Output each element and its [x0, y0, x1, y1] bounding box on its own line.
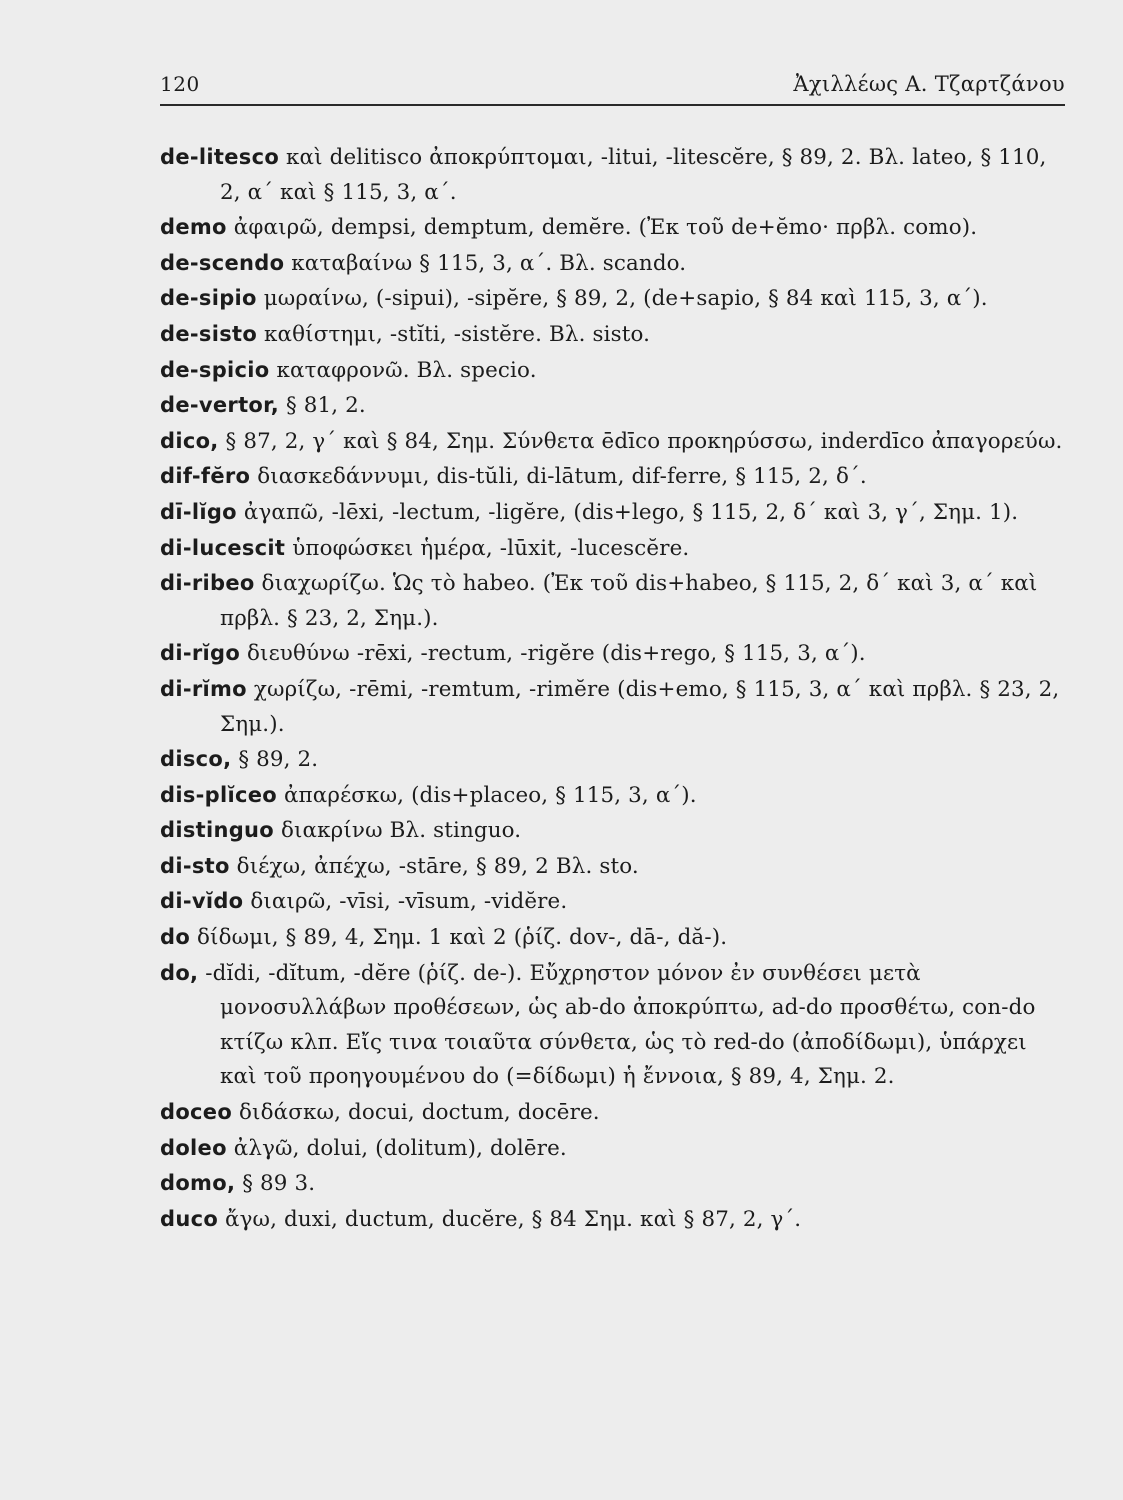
entry — [160, 281, 1065, 317]
entry — [160, 672, 1065, 742]
entry-definition: ἀλγῶ, dolui, (dolitum), dolēre. — [226, 1135, 567, 1161]
entry-lemma: dis-plĭceo — [160, 782, 277, 807]
entry-lemma: di-rĭgo — [160, 641, 241, 666]
entry-definition: § 81, 2. — [279, 393, 366, 419]
entry-definition: καθίστημι, -stĭti, -sistĕre. Βλ. sisto. — [257, 321, 651, 347]
entry-definition: -dĭdi, -dĭtum, -dĕre (ῥίζ. de-). Εὔχρηστον μόνον ἐν συνθέσει μετὰ μονοσυλλάβων προθέσεων, ὡς ab-do ἀποκρύπτω, ad-do προσθέτω, con-do κτίζω κλπ. Εἴς τινα τοιαῦτα σύνθετα, ὡς τὸ red-do (ἀποδίδωμι), ὑπάρχει καὶ τοῦ προηγουμένου do (=δίδωμι) ἡ ἔννοια, § 89, 4, Σημ. 2. — [198, 960, 1036, 1090]
entry — [160, 920, 1065, 956]
page-header — [160, 72, 1065, 106]
entry-lemma: do — [160, 925, 191, 950]
entry — [160, 210, 1065, 246]
entry — [160, 778, 1065, 814]
entry-lemma: di-rĭmo — [160, 676, 247, 701]
entry — [160, 317, 1065, 353]
entry-lemma: di-vĭdo — [160, 889, 244, 914]
entry-definition: διασκεδάννυμι, dis-tŭli, di-lātum, dif-ferre, § 115, 2, δ΄. — [250, 464, 867, 490]
entry-lemma: de-sisto — [160, 321, 258, 346]
entry-lemma: di-ribeo — [160, 571, 255, 596]
entry-definition: καταφρονῶ. Βλ. specio. — [269, 357, 537, 383]
entry-lemma: de-vertor, — [160, 393, 279, 418]
header-rule — [160, 104, 1065, 106]
entry — [160, 1095, 1065, 1131]
entry-lemma: domo, — [160, 1171, 236, 1196]
entry-definition: ἀπαρέσκω, (dis+placeo, § 115, 3, α΄). — [277, 782, 697, 808]
entry — [160, 742, 1065, 778]
entry-definition: ἀγαπῶ, -lēxi, -lectum, -ligĕre, (dis+lego, § 115, 2, δ΄ καὶ 3, γ΄, Σημ. 1). — [236, 499, 1019, 525]
entry-definition: μωραίνω, (-sipui), -sipĕre, § 89, 2, (de+sapio, § 84 καὶ 115, 3, α΄). — [256, 286, 988, 312]
entry — [160, 495, 1065, 531]
entry-definition: καταβαίνω § 115, 3, α΄. Βλ. scando. — [284, 250, 687, 276]
entry-definition: διδάσκω, docui, doctum, docēre. — [232, 1100, 600, 1126]
entry — [160, 140, 1065, 210]
entry — [160, 1131, 1065, 1167]
entry — [160, 849, 1065, 885]
entry — [160, 353, 1065, 389]
entry-definition: § 87, 2, γ΄ καὶ § 84, Σημ. Σύνθετα ēdīco προκηρύσσω, inderdīco ἀπαγορεύω. — [218, 428, 1063, 454]
entry-lemma: de-litesco — [160, 145, 280, 169]
entry-lemma: demo — [160, 215, 227, 240]
entry — [160, 884, 1065, 920]
entry-lemma: distinguo — [160, 818, 275, 843]
entry-lemma: do, — [160, 960, 199, 985]
entry-definition: δίδωμι, § 89, 4, Σημ. 1 καὶ 2 (ῥίζ. dov-, dā-, dă-). — [190, 925, 728, 951]
entry-definition: ὑποφώσκει ἡμέρα, -lūxit, -lucescĕre. — [285, 535, 690, 561]
entry-lemma: dī-lĭgo — [160, 499, 237, 524]
entry — [160, 1202, 1065, 1238]
entry — [160, 424, 1065, 460]
entry-definition: § 89 3. — [235, 1171, 316, 1197]
entry-definition: διαχωρίζω. Ὡς τὸ habeo. (Ἐκ τοῦ dis+habeo, § 115, 2, δ΄ καὶ 3, α΄ καὶ πρβλ. § 23, 2, Σημ.). — [220, 571, 1038, 631]
running-title: Ἀχιλλέως Α. Τζαρτζάνου — [793, 72, 1065, 96]
entry-definition: διακρίνω Βλ. stinguo. — [274, 818, 522, 844]
entry-lemma: disco, — [160, 747, 232, 772]
entry-list — [160, 140, 1065, 1237]
entry-definition: διευθύνω -rēxi, -rectum, -rigĕre (dis+rego, § 115, 3, α΄). — [240, 641, 866, 667]
entry — [160, 531, 1065, 567]
entry-lemma: doceo — [160, 1100, 233, 1125]
entry — [160, 636, 1065, 672]
entry-definition: ἀφαιρῶ, dempsi, demptum, demĕre. (Ἐκ τοῦ de+ĕmo· πρβλ. como). — [226, 215, 978, 241]
entry-lemma: de-sipio — [160, 286, 257, 311]
entry-definition: διαιρῶ, -vīsi, -vīsum, -vidĕre. — [243, 889, 568, 915]
entry-lemma: di-lucescit — [160, 535, 286, 560]
entry — [160, 459, 1065, 495]
entry — [160, 1166, 1065, 1202]
entry-definition: § 89, 2. — [231, 747, 319, 773]
entry — [160, 813, 1065, 849]
entry-definition: καὶ delitisco ἀποκρύπτομαι, -litui, -litescĕre, § 89, 2. Βλ. lateo, § 110, 2, α΄ καὶ § 115, 3, α΄. — [220, 145, 1047, 205]
entry-definition: διέχω, ἀπέχω, -stāre, § 89, 2 Βλ. sto. — [229, 853, 639, 879]
entry-definition: ἄγω, duxi, ductum, ducĕre, § 84 Σημ. καὶ § 87, 2, γ΄. — [218, 1206, 802, 1232]
entry-definition: χωρίζω, -rēmi, -remtum, -rimĕre (dis+emo, § 115, 3, α΄ καὶ πρβλ. § 23, 2, Σημ.). — [220, 676, 1060, 737]
entry-lemma: duco — [160, 1206, 219, 1231]
entry — [160, 388, 1065, 424]
entry — [160, 566, 1065, 636]
entry-lemma: di-sto — [160, 853, 230, 878]
entry-lemma: de-scendo — [160, 250, 285, 275]
entry — [160, 956, 1065, 1095]
entry-lemma: dico, — [160, 428, 219, 453]
entry-lemma: de-spicio — [160, 357, 270, 382]
page-number: 120 — [160, 72, 200, 96]
entry — [160, 246, 1065, 282]
entry-lemma: dif-fĕro — [160, 464, 251, 489]
entry-lemma: doleo — [160, 1135, 227, 1160]
